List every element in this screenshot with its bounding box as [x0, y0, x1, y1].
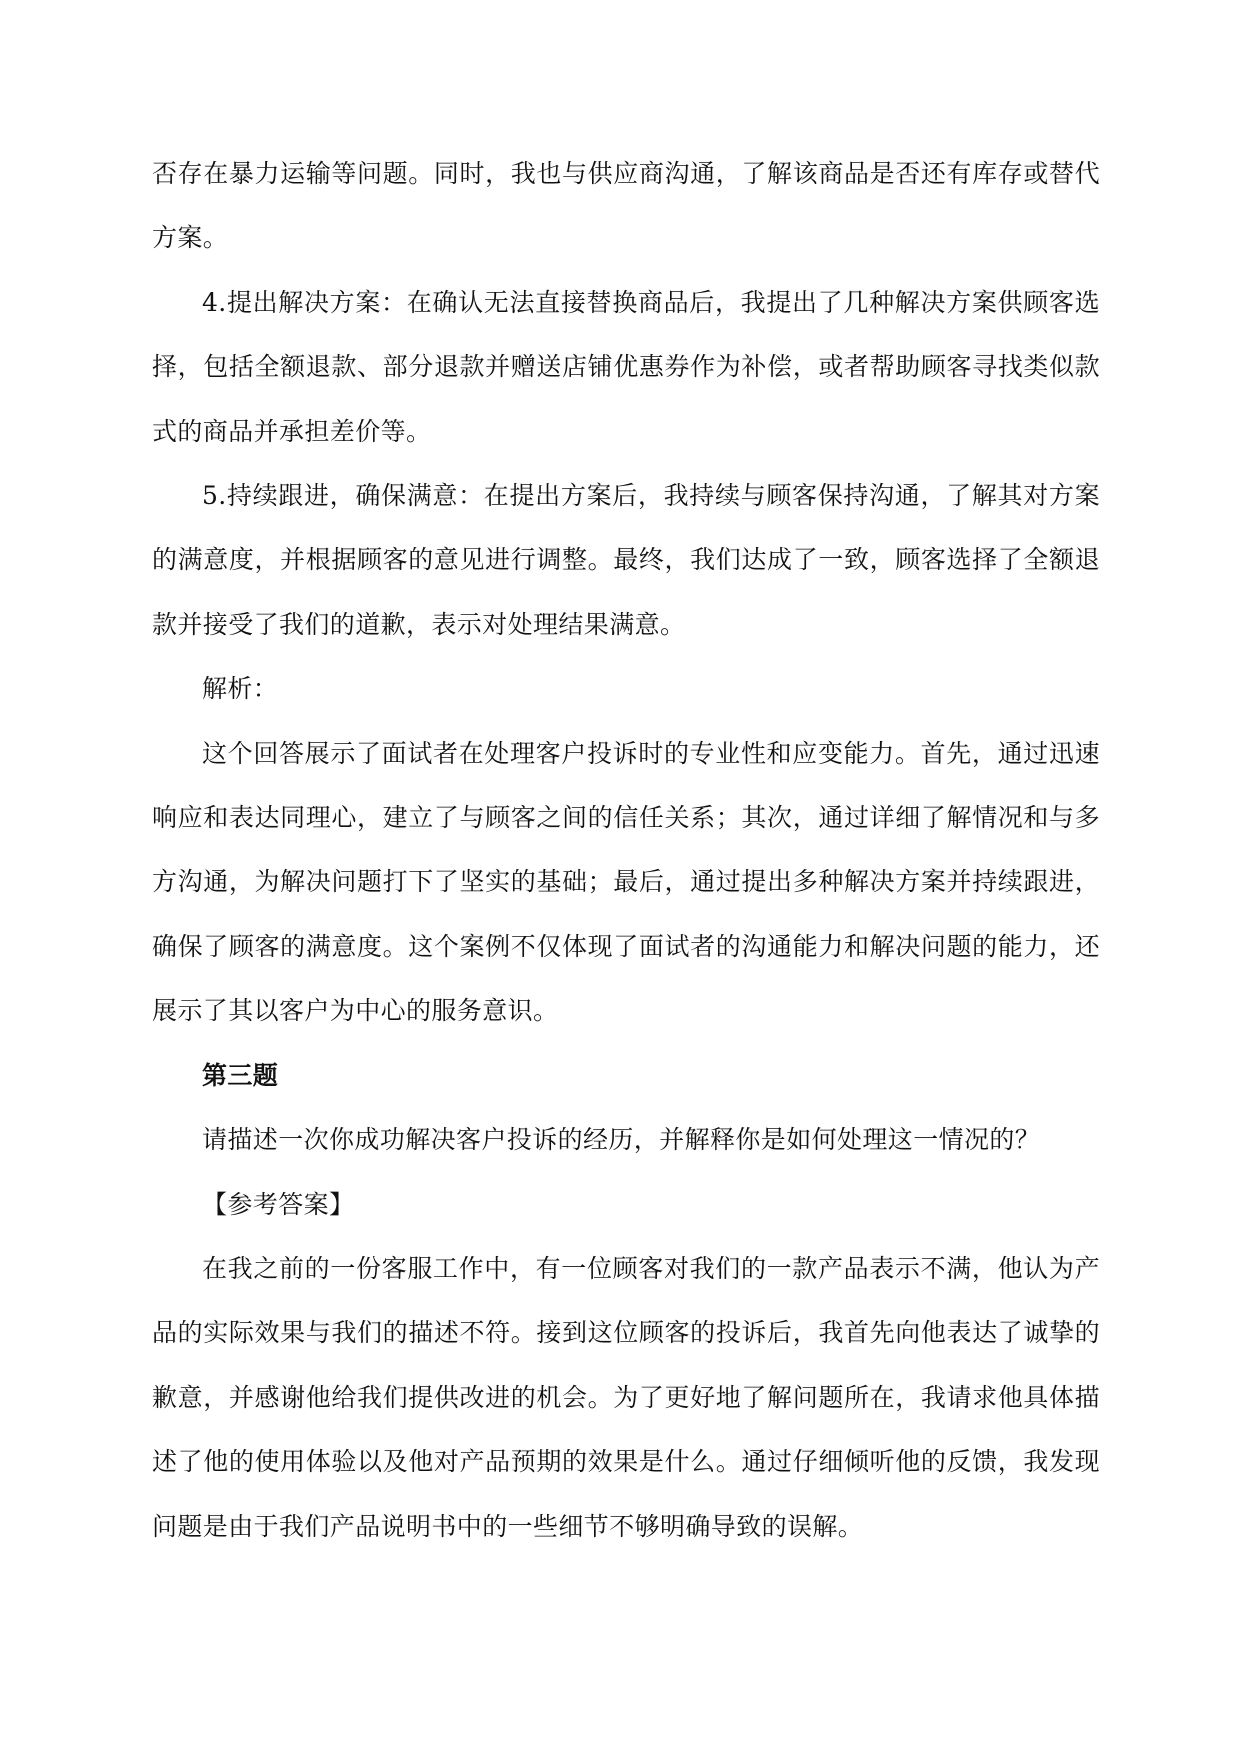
analysis-paragraph: 这个回答展示了面试者在处理客户投诉时的专业性和应变能力。首先，通过迅速响应和表达同理心，建立了与顾客之间的信任关系；其次，通过详细了解情况和与多方沟通，为解决问题打下了坚实的基础；最后，通过提出多种解决方案并持续跟进，确保了顾客的满意度。这个案例不仅体现了面试者的沟通能力和解决问题的能力，还展示了其以客户为中心的服务意识。	[152, 738, 1100, 1026]
analysis-label: 解析：	[202, 674, 279, 704]
reference-answer-label: 【参考答案】	[202, 1189, 355, 1219]
paragraph-continuation: 否存在暴力运输等问题。同时，我也与供应商沟通，了解该商品是否还有库存或替代方案。	[152, 159, 1100, 253]
answer-paragraph: 在我之前的一份客服工作中，有一位顾客对我们的一款产品表示不满，他认为产品的实际效果与我们的描述不符。接到这位顾客的投诉后，我首先向他表达了诚挚的歉意，并感谢他给我们提供改进的机会。为了更好地了解问题所在，我请求他具体描述了他的使用体验以及他对产品预期的效果是什么。通过仔细倾听他的反馈，我发现问题是由于我们产品说明书中的一些细节不够明确导致的误解。	[152, 1253, 1100, 1541]
section-heading-question-3: 第三题	[202, 1060, 279, 1090]
question-text: 请描述一次你成功解决客户投诉的经历，并解释你是如何处理这一情况的？	[202, 1125, 1041, 1155]
paragraph-step-5: 5.持续跟进，确保满意：在提出方案后，我持续与顾客保持沟通，了解其对方案的满意度，并根据顾客的意见进行调整。最终，我们达成了一致，顾客选择了全额退款并接受了我们的道歉，表示对处理结果满意。	[152, 481, 1100, 639]
document-body	[152, 142, 1100, 1559]
paragraph-step-4: 4.提出解决方案：在确认无法直接替换商品后，我提出了几种解决方案供顾客选择，包括全额退款、部分退款并赠送店铺优惠券作为补偿，或者帮助顾客寻找类似款式的商品并承担差价等。	[152, 287, 1100, 446]
